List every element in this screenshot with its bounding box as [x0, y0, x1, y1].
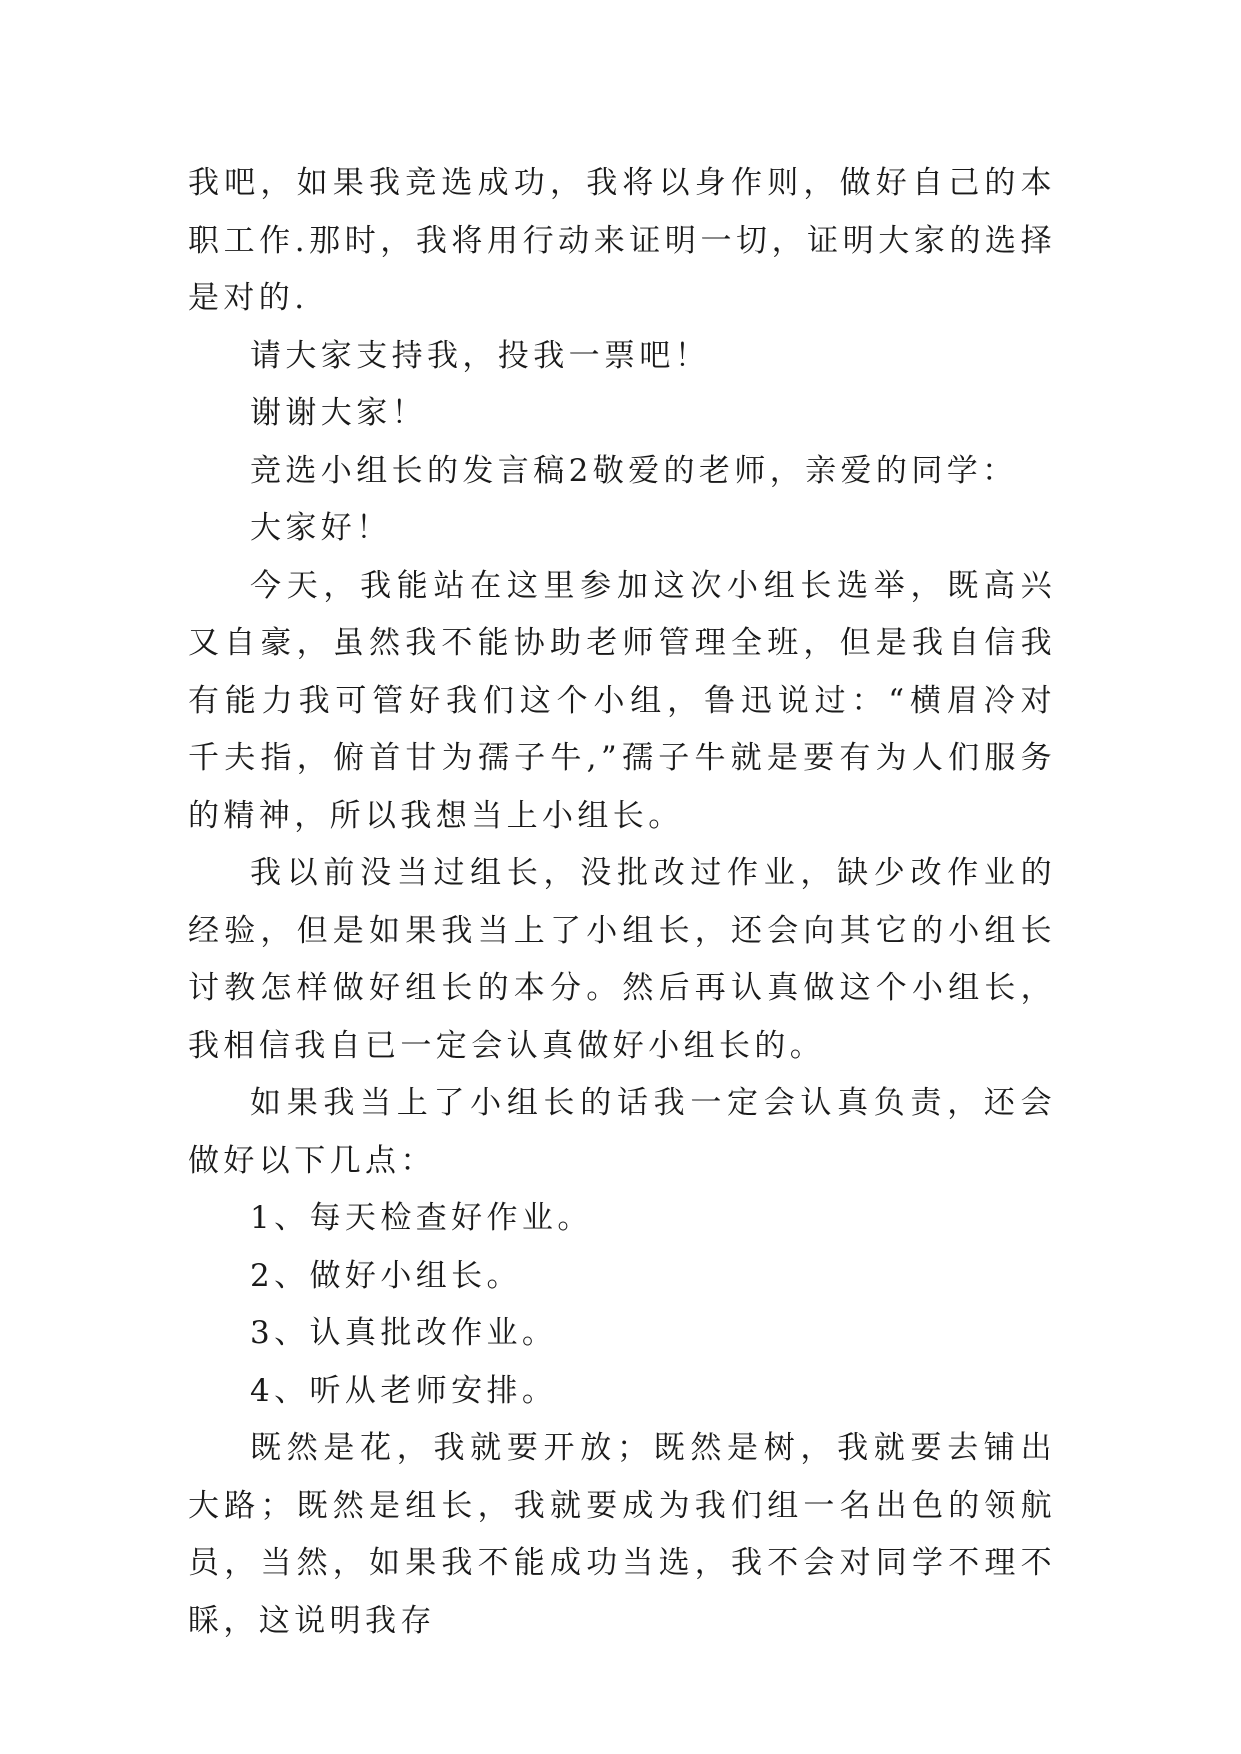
paragraph: 谢谢大家！ — [250, 395, 427, 431]
list-item: 2、做好小组长。 — [250, 1257, 522, 1294]
paragraph: 我吧，如果我竞选成功，我将以身作则，做好自己的本职工作.那时，我将用行动来证明一切，证明大家的选择是对的. — [188, 165, 1056, 316]
list-item: 4、听从老师安排。 — [250, 1372, 558, 1409]
paragraph: 大家好！ — [250, 510, 392, 546]
paragraph: 既然是花，我就要开放；既然是树，我就要去铺出大路；既然是组长，我就要成为我们组一名出色的领航员，当然，如果我不能成功当选，我不会对同学不理不睬，这说明我存 — [188, 1430, 1056, 1639]
paragraph: 竞选小组长的发言稿2敬爱的老师，亲爱的同学： — [250, 452, 1018, 489]
list-item: 3、认真批改作业。 — [250, 1315, 558, 1351]
paragraph: 请大家支持我，投我一票吧！ — [250, 337, 711, 374]
list-item: 1、每天检查好作业。 — [250, 1200, 593, 1236]
paragraph: 我以前没当过组长，没批改过作业，缺少改作业的经验，但是如果我当上了小组长，还会向其它的小组长讨教怎样做好组长的本分。然后再认真做这个小组长，我相信我自已一定会认真做好小组长的。 — [188, 855, 1056, 1064]
paragraph: 今天，我能站在这里参加这次小组长选举，既高兴又自豪，虽然我不能协助老师管理全班，但是我自信我有能力我可管好我们这个小组，鲁迅说过：“横眉冷对千夫指，俯首甘为孺子牛,”孺子牛就是要有为人们服务的精神，所以我想当上小组长。 — [188, 567, 1056, 834]
document-page — [188, 155, 1056, 1650]
paragraph: 如果我当上了小组长的话我一定会认真负责，还会做好以下几点： — [188, 1085, 1056, 1179]
